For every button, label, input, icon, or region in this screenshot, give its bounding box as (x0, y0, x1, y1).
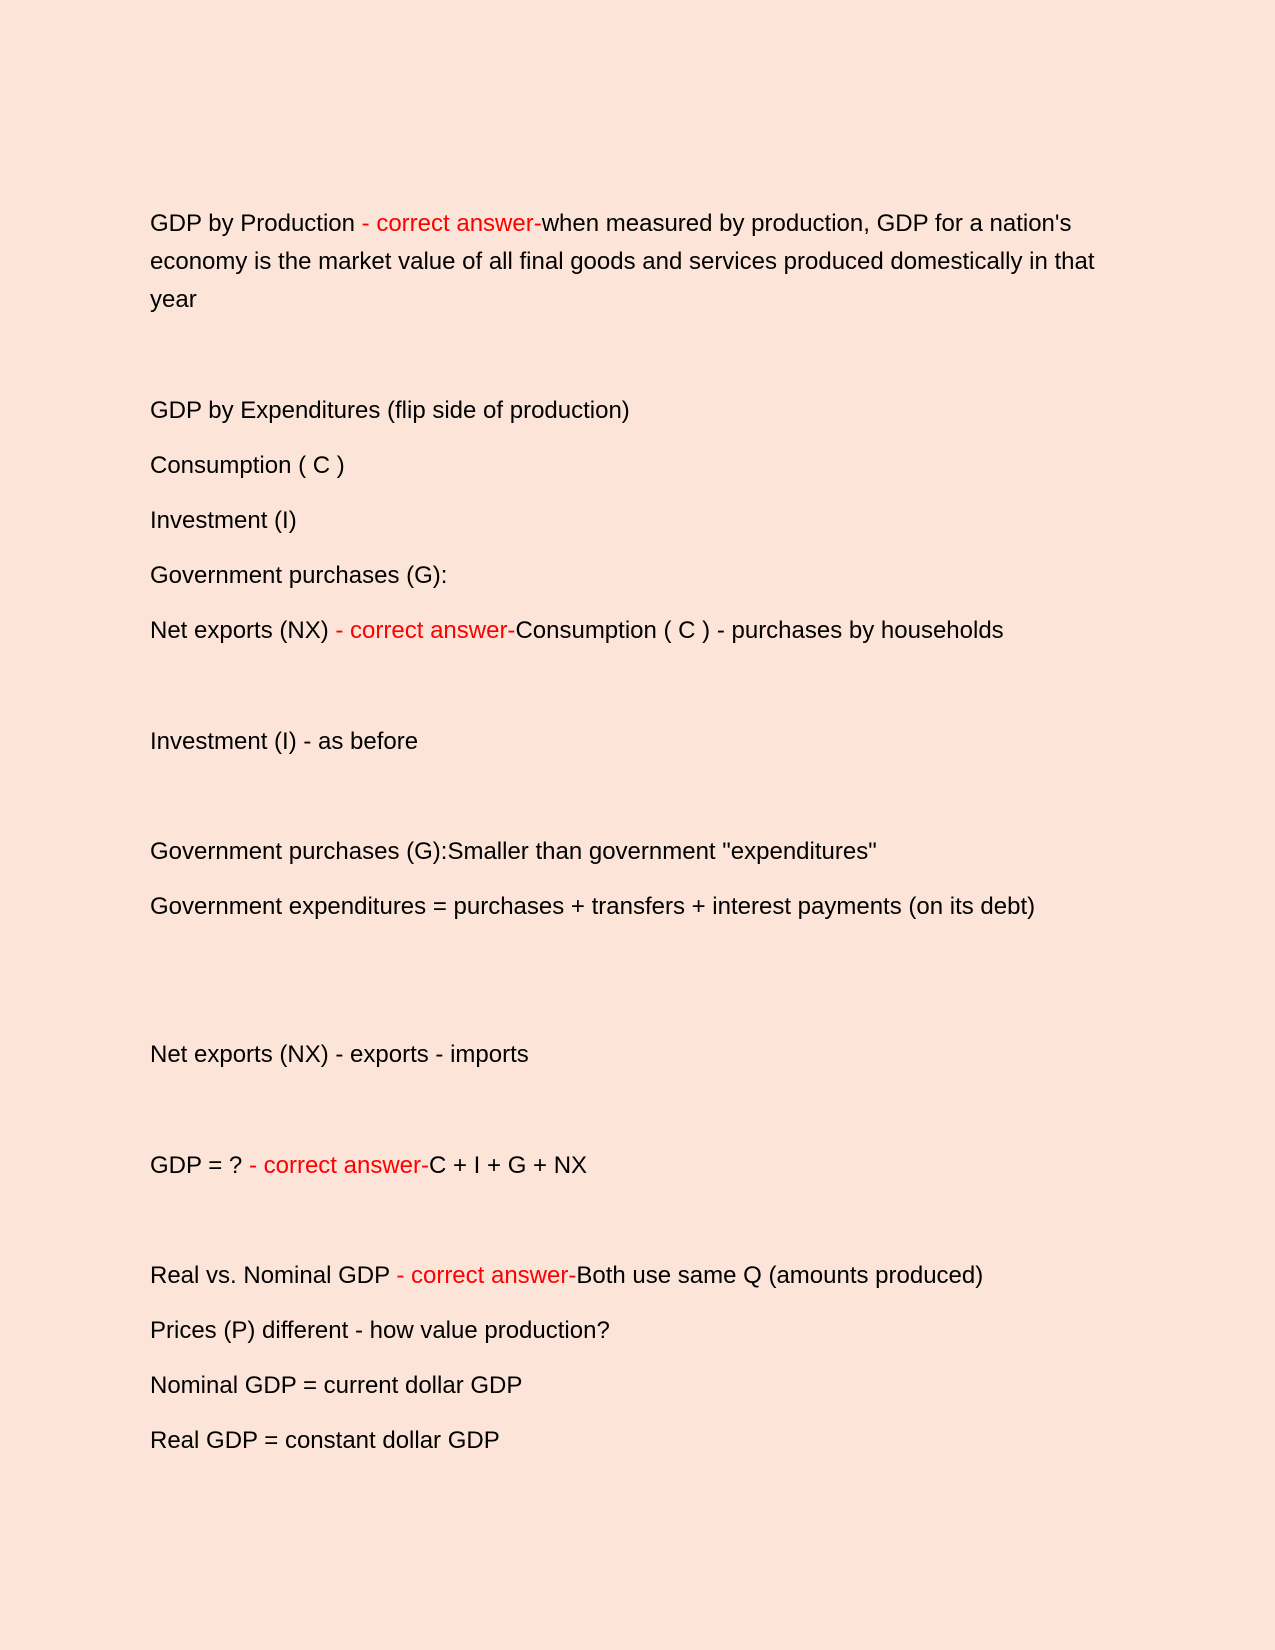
correct-answer-marker: - correct answer- (361, 210, 542, 237)
question-text: GDP by Production (150, 210, 362, 237)
qa-item-gdp-formula (150, 1147, 1110, 1185)
question-text: Net exports (NX) (150, 617, 336, 644)
correct-answer-marker: - correct answer- (248, 1152, 429, 1179)
question-line: Investment (I) (150, 507, 297, 534)
answer-text: when measured by production, GDP for a nation's economy is the market value of all final goods and services produced domestically in that year (150, 210, 1095, 313)
question-text: GDP = ? (150, 1152, 249, 1179)
answer-line: Net exports (NX) - exports - imports (150, 1041, 529, 1068)
qa-item-gdp-by-production (150, 205, 1110, 319)
qa-item-real-vs-nominal (150, 1257, 1110, 1295)
question-line: Consumption ( C ) (150, 452, 345, 479)
correct-answer-marker: - correct answer- (396, 1262, 577, 1289)
answer-line: Investment (I) - as before (150, 728, 419, 755)
question-line: GDP by Expenditures (flip side of production) (150, 397, 630, 424)
answer-line: Government purchases (G):Smaller than government "expenditures" (150, 838, 877, 865)
answer-line: Prices (P) different - how value production? (150, 1317, 610, 1344)
question-line: Government purchases (G): (150, 562, 448, 589)
answer-line: Nominal GDP = current dollar GDP (150, 1372, 523, 1399)
answer-line: Government expenditures = purchases + transfers + interest payments (on its debt) (150, 893, 1036, 920)
answer-text: Both use same Q (amounts produced) (576, 1262, 984, 1289)
qa-item-net-exports (150, 612, 1110, 650)
correct-answer-marker: - correct answer- (335, 617, 516, 644)
answer-text: Consumption ( C ) - purchases by households (515, 617, 1004, 644)
answer-line: Real GDP = constant dollar GDP (150, 1427, 500, 1454)
question-text: Real vs. Nominal GDP (150, 1262, 397, 1289)
answer-text: C + I + G + NX (429, 1152, 588, 1179)
